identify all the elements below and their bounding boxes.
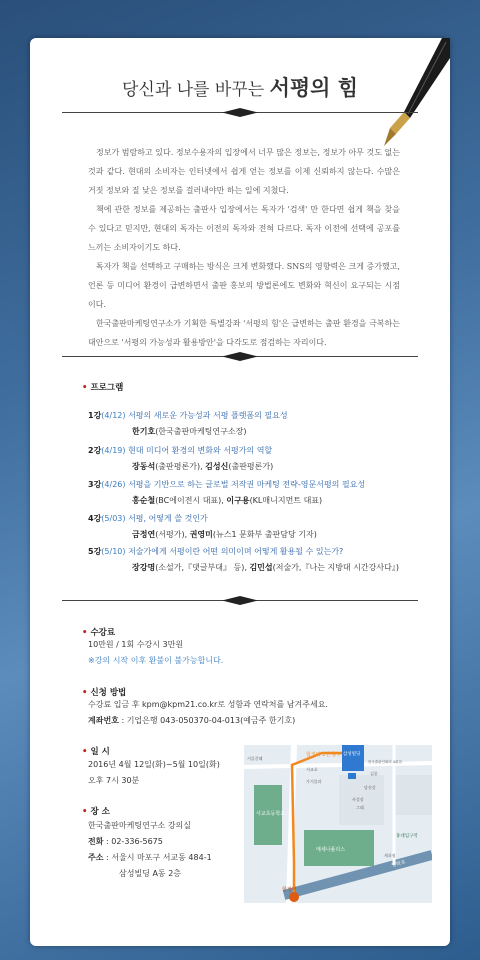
intro-paragraph: 정보가 범람하고 있다. 정보수용자의 입장에서 너무 많은 정보는, 정보가 아무 것도 없는 것과 같다. 현대의 소비자는 인터넷에서 쉽게 얻는 정보를 이제 신뢰하지 않는다. 수많은 거짓 정보와 질 낮은 정보를 걸러내야만 하는 일에 지쳤다.: [88, 148, 400, 195]
title-divider: [62, 108, 418, 117]
intro-divider: [62, 352, 418, 361]
svg-text:가거블과: 가거블과: [306, 779, 322, 784]
intro-paragraph: 한국출판마케팅연구소가 기획한 특별강좌 '서평의 힘'은 급변하는 출판 환경을 극복하는 대안으로 '서평의 가능성과 활용방안'을 다각도로 점검하는 자리이다.: [88, 319, 400, 347]
target-building: [342, 745, 364, 771]
bullet-icon: •: [82, 383, 88, 393]
title-lead: 당신과 나를 바꾸는: [121, 80, 270, 100]
map-label-road: 양화로: [390, 859, 407, 869]
apply-heading: • 신청 방법: [82, 688, 127, 698]
map-label-exit: 합정역 1번 출구: [306, 752, 342, 758]
svg-text:사설장: 사설장: [352, 797, 364, 802]
intro-text: [88, 143, 400, 352]
svg-text:김종: 김종: [370, 771, 378, 776]
page-title: [0, 72, 480, 102]
bullet-icon: •: [82, 628, 88, 638]
intro-paragraph: 독자가 책을 선택하고 구매하는 방식은 크게 변화했다. SNS의 영향력은 크게 증가했고, 언론 등 미디어 환경이 급변하면서 출판 홍보의 방법론에도 변화와 혁신이 요구되는 시점이다.: [88, 262, 400, 309]
map-label-mall: 메세나폴리스: [316, 847, 345, 853]
place-info: 한국출판마케팅연구소 강의실 전화 : 02-336-5675 주소 : 서울시 마포구 서교동 484-1 삼성빌딩 A동 2층: [88, 821, 212, 878]
fee-info: 10만원 / 1회 수강시 3만원 ※강의 시작 이후 환불이 불가능합니다.: [88, 640, 224, 665]
svg-text:그래: 그래: [356, 805, 364, 810]
apply-info: 수강료 입금 후 kpm@kpm21.co.kr로 성함과 연락처를 남겨주세요. 계좌번호 : 기업은행 043-050370-04-013(예금주 한기호): [88, 700, 328, 725]
svg-text:당진강: 당진강: [364, 785, 376, 790]
intro-paragraph: 책에 관한 정보를 제공하는 출판사 입장에서는 독자가 '검색' 만 한다면 쉽게 책을 찾을 수 있다고 믿지만, 현대의 독자는 이전의 독자와 전혀 다르다. 독자 이전에 선택에 공포를 느끼는 소비자이기도 하다.: [88, 205, 400, 252]
program-heading: • 프로그램: [82, 383, 124, 393]
bullet-icon: •: [82, 807, 88, 817]
svg-text:서교초: 서교초: [306, 767, 318, 772]
svg-text:제과점: 제과점: [384, 853, 396, 858]
svg-text:한국출판인회의 4회점: 한국출판인회의 4회점: [368, 760, 402, 764]
map-label-station: 합정역: [282, 887, 297, 893]
fee-heading: • 수강료: [82, 628, 116, 638]
map-label-building: 삼성빌딩: [343, 752, 361, 757]
lecture-item: 4강(5/03) 서평, 어떻게 쓸 것인가 금정연(서평가), 권영미(뉴스1 문화부 출판담당 기자): [88, 514, 317, 539]
lecture-item: 3강(4/26) 서평을 기반으로 하는 글로벌 저작권 마케팅 전략-영문서평의 필요성 홍순철(BC에이전시 대표), 이구용(KL매니지먼트 대표): [88, 480, 366, 505]
lecture-item: 1강(4/12) 서평의 새로운 가능성과 서평 플랫폼의 필요성 한기호(한국출판마케팅연구소장): [88, 411, 288, 436]
program-divider: [62, 596, 418, 605]
lecture-item: 5강(5/10) 저술가에게 서평이란 어떤 의미이며 어떻게 활용될 수 있는가? 장강명(소설가,『댓글부대』 등), 김민섭(저술가,『나는 지방대 시간강사다』): [88, 547, 399, 572]
title-emphasis: 서평의 힘: [269, 75, 359, 100]
map-label-school: 서교초등학교: [256, 811, 285, 817]
lecture-item: 2강(4/19) 현대 미디어 환경의 변화와 서평가의 역할 장동석(출판평론가), 김성신(출판평론가): [88, 446, 274, 471]
bullet-icon: •: [82, 747, 88, 757]
station-marker: [289, 892, 299, 902]
bullet-icon: •: [82, 688, 88, 698]
svg-text:거믈갈래: 거믈갈래: [247, 756, 263, 761]
location-map[interactable]: [244, 745, 432, 903]
map-label-hongik: 홍대입구역: [396, 834, 418, 839]
place-heading: • 장 소: [82, 807, 110, 817]
schedule-heading: • 일 시: [82, 747, 110, 757]
schedule-info: 2016년 4월 12일(화)~5월 10일(화) 오후 7시 30분: [88, 760, 220, 785]
